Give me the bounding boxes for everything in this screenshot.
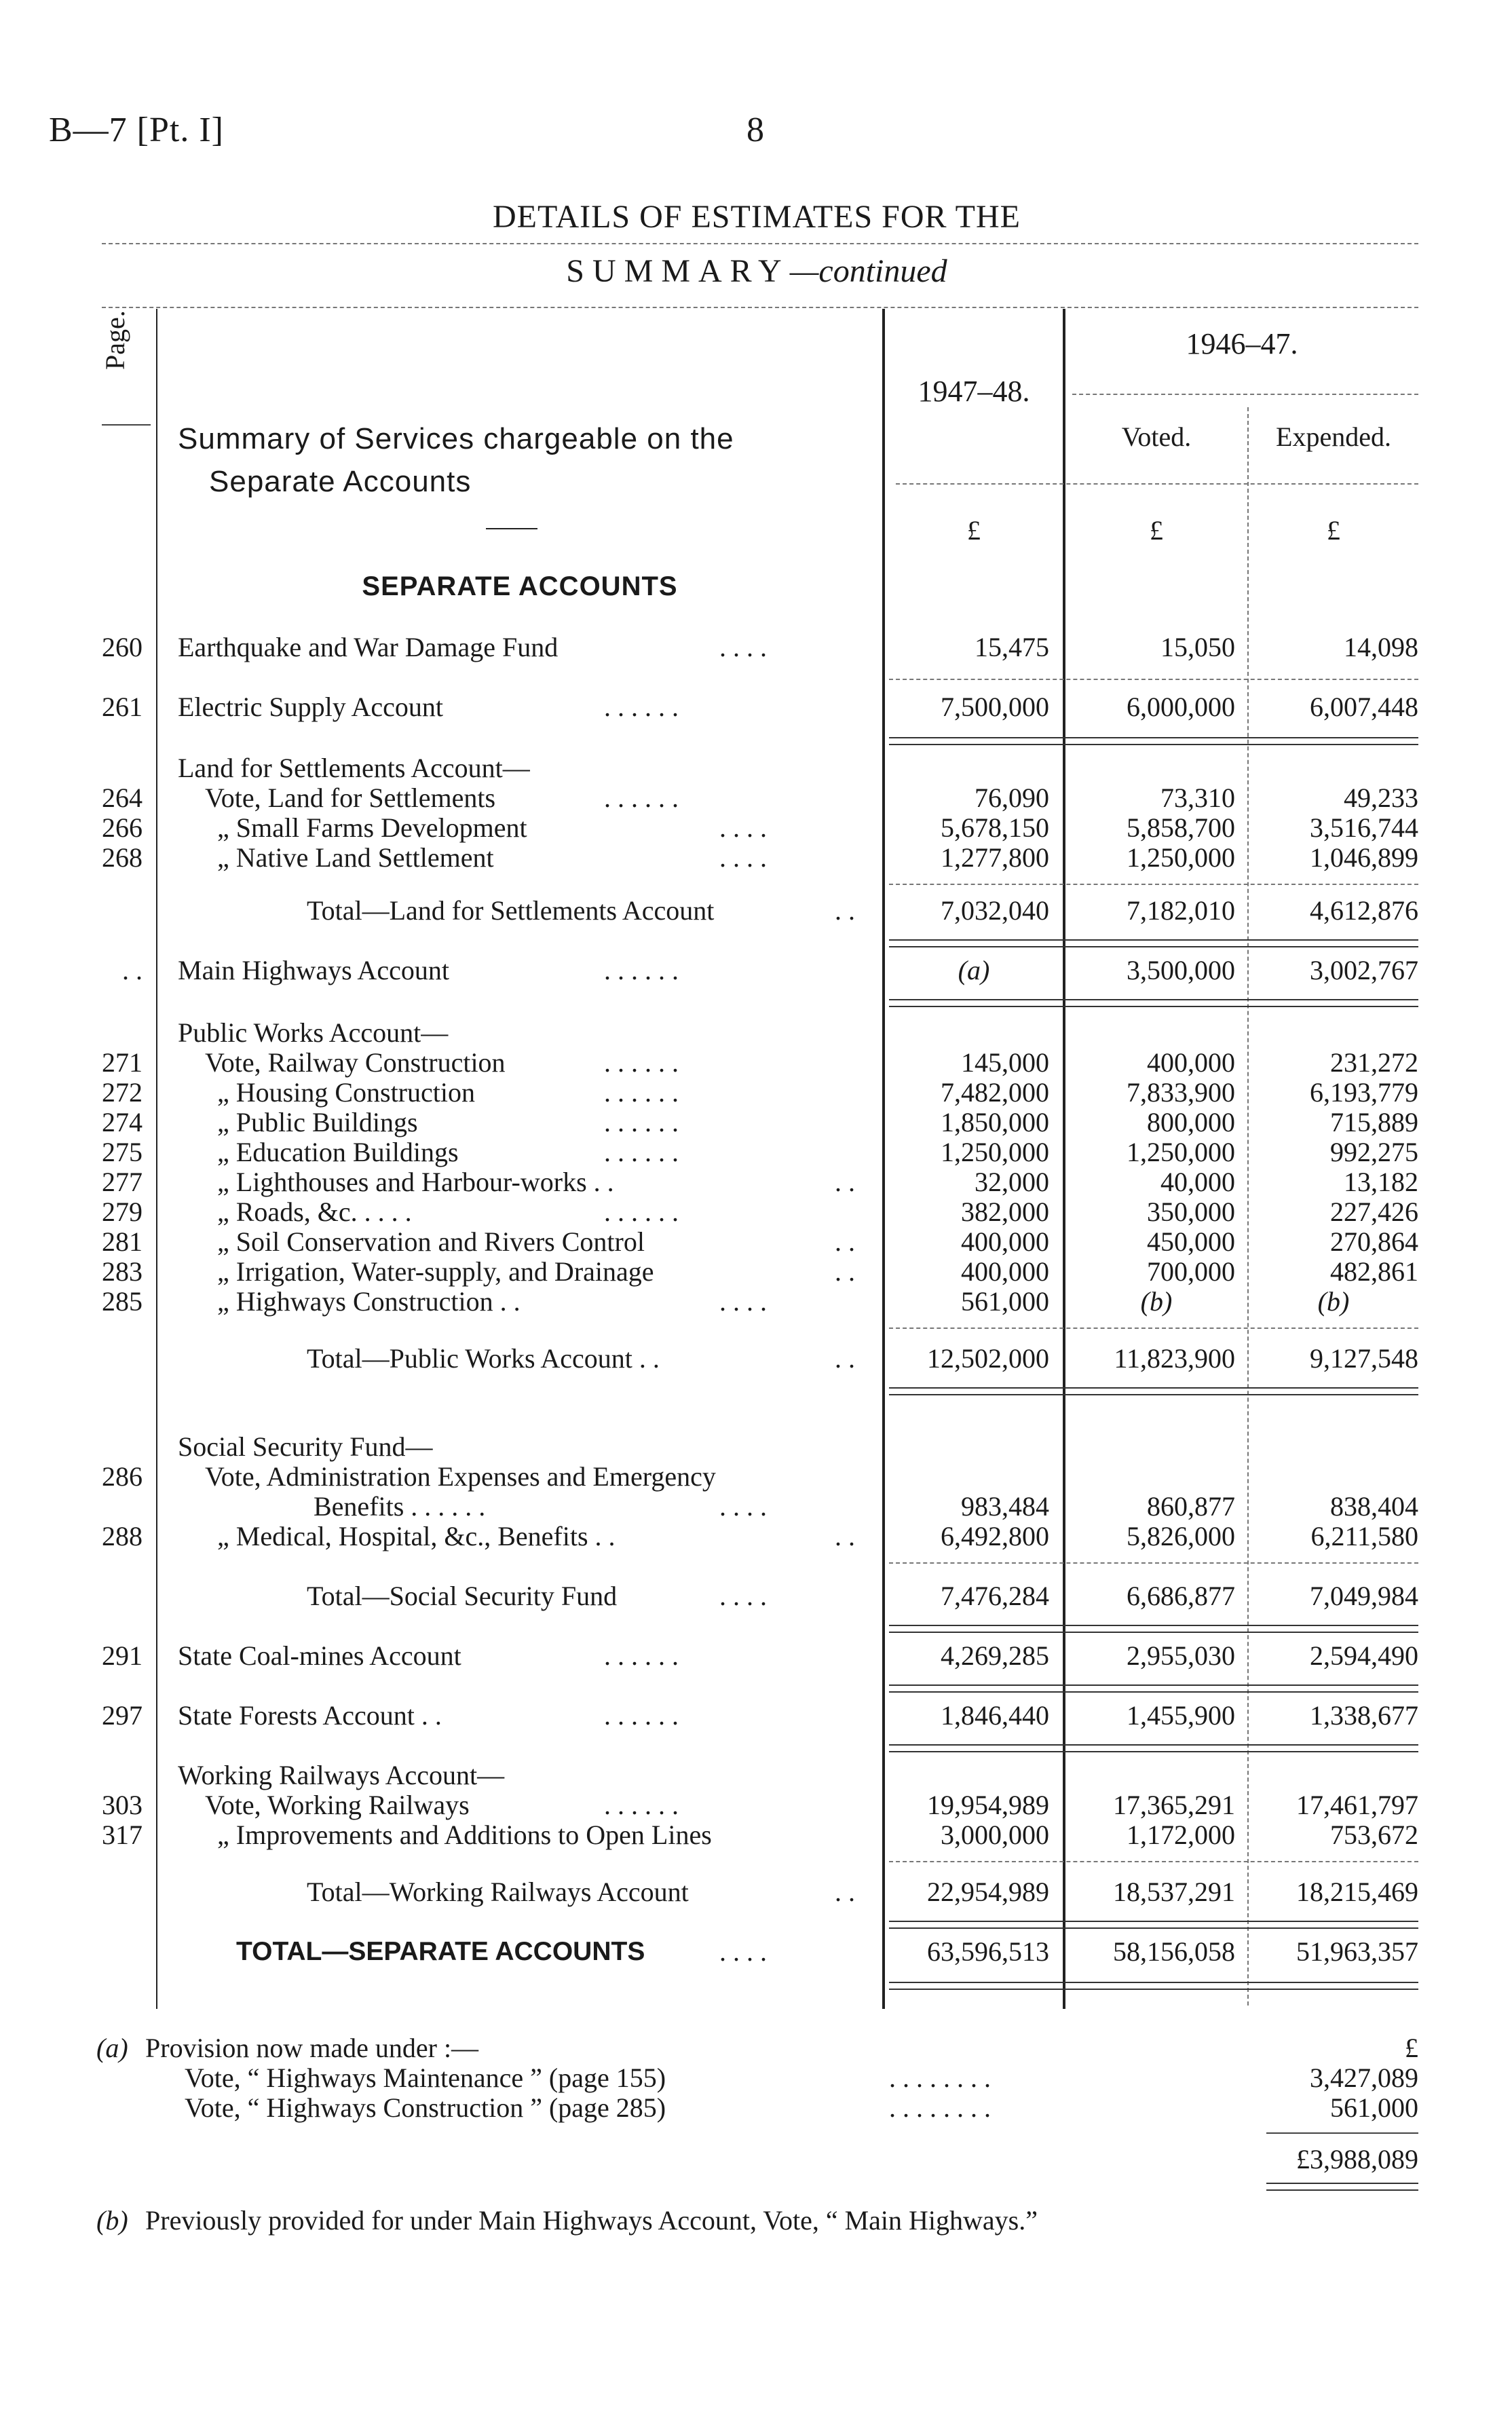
footnote-a-line2-value: 561,000	[1330, 2092, 1418, 2123]
row-value-1947: 400,000	[961, 1256, 1049, 1287]
subtitle	[339, 253, 1174, 289]
total-value-expended: 7,049,984	[1310, 1581, 1418, 1611]
row-description: „ Native Land Settlement	[217, 842, 494, 873]
row-value-expended: 715,889	[1330, 1107, 1418, 1137]
row-description-continued: Benefits . . . . . .	[314, 1491, 486, 1522]
row-value-1947: 7,482,000	[941, 1077, 1049, 1108]
summary-header-line2: Separate Accounts	[209, 465, 472, 498]
footnote-a-line1: Vote, “ Highways Maintenance ” (page 155)	[185, 2063, 666, 2093]
total-value-1947: 7,032,040	[941, 895, 1049, 926]
footnote-a-marker: (a)	[96, 2033, 128, 2063]
row-description: „ Small Farms Development	[217, 812, 527, 843]
group-heading: Social Security Fund—	[178, 1431, 433, 1462]
year-1946-rule	[1072, 394, 1418, 395]
row-value-voted: (b)	[1140, 1286, 1173, 1317]
total-value-voted: 18,537,291	[1113, 1877, 1235, 1907]
row-value-expended: 6,211,580	[1310, 1521, 1418, 1551]
row-leader-dots: . . . .	[719, 842, 767, 873]
section-title: SEPARATE ACCOUNTS	[362, 571, 678, 601]
row-value-expended: 1,046,899	[1310, 842, 1418, 873]
summary-header-line1: Summary of Services chargeable on the	[178, 422, 734, 455]
row-leader-dots: . . . .	[719, 632, 767, 662]
row-page: 317	[102, 1820, 143, 1850]
row-value-voted: 2,955,030	[1127, 1640, 1235, 1671]
row-value-1947: 5,678,150	[941, 812, 1049, 843]
row-leader-dots: . . . . . .	[604, 1197, 679, 1227]
row-description: „ Improvements and Additions to Open Lines	[217, 1820, 712, 1850]
total-value-expended: 4,612,876	[1310, 895, 1418, 926]
row-value-voted: 1,250,000	[1127, 842, 1235, 873]
row-value-voted: 40,000	[1160, 1167, 1235, 1197]
footnote-a-text: Provision now made under :—	[145, 2033, 479, 2063]
total-description: Total—Social Security Fund	[307, 1581, 618, 1611]
row-leader-dots: . . . . . .	[604, 1137, 679, 1167]
expended-header: Expended.	[1276, 421, 1391, 452]
row-page: 286	[102, 1461, 143, 1492]
row-leader-dots: . . . .	[719, 1491, 767, 1522]
row-page: 283	[102, 1256, 143, 1287]
row-value-expended: 6,007,448	[1310, 692, 1418, 722]
row-value-1947: 1,846,440	[941, 1700, 1049, 1731]
footnote-a-currency: £	[1405, 2033, 1418, 2063]
total-double-rule	[889, 1387, 1418, 1395]
row-value-1947: (a)	[958, 955, 990, 985]
title-rule	[102, 243, 1418, 244]
row-value-1947: 6,492,800	[941, 1521, 1049, 1551]
row-value-1947: 19,954,989	[927, 1790, 1049, 1820]
row-leader-dots: . .	[835, 1877, 855, 1907]
total-value-1947: 22,954,989	[927, 1877, 1049, 1907]
row-value-voted: 6,000,000	[1127, 692, 1235, 722]
row-leader-dots: . . . . . .	[604, 783, 679, 813]
row-page: 266	[102, 812, 143, 843]
column-divider-1947	[882, 309, 885, 2009]
row-value-expended: 14,098	[1344, 632, 1418, 662]
row-separator	[889, 679, 1418, 680]
page-header-rule	[102, 424, 151, 426]
row-value-voted: 5,858,700	[1127, 812, 1235, 843]
row-value-voted: 400,000	[1147, 1047, 1235, 1078]
row-value-voted: 1,455,900	[1127, 1700, 1235, 1731]
footnote-a-subtotal-rule	[1266, 2132, 1418, 2134]
total-value-expended: 9,127,548	[1310, 1343, 1418, 1374]
row-value-expended: 49,233	[1344, 783, 1418, 813]
row-description: Vote, Railway Construction	[205, 1047, 506, 1078]
total-double-rule	[889, 1625, 1418, 1633]
row-page: 272	[102, 1077, 143, 1108]
row-separator	[889, 1328, 1418, 1329]
grand-total-description: TOTAL—SEPARATE ACCOUNTS	[236, 1937, 645, 1966]
row-page: 271	[102, 1047, 143, 1078]
row-description: „ Public Buildings	[217, 1107, 418, 1137]
row-description: „ Highways Construction . .	[217, 1286, 521, 1317]
total-double-rule	[889, 939, 1418, 947]
grand-total-expended: 51,963,357	[1296, 1936, 1418, 1967]
row-leader-dots: . . . . . .	[604, 1640, 679, 1671]
row-value-voted: 7,833,900	[1127, 1077, 1235, 1108]
row-page: 288	[102, 1521, 143, 1551]
grand-total-voted: 58,156,058	[1113, 1936, 1235, 1967]
row-description: „ Roads, &c. . . . .	[217, 1197, 412, 1227]
group-heading: Land for Settlements Account—	[178, 753, 530, 783]
total-value-1947: 7,476,284	[941, 1581, 1049, 1611]
total-double-rule	[889, 1921, 1418, 1929]
row-page: 260	[102, 632, 143, 662]
row-value-expended: 753,672	[1330, 1820, 1418, 1850]
row-leader-dots: . .	[835, 1521, 855, 1551]
total-description: Total—Public Works Account . .	[307, 1343, 660, 1374]
total-double-rule	[889, 737, 1418, 745]
row-description: Vote, Administration Expenses and Emergency	[205, 1461, 716, 1492]
subtitle-rule	[102, 307, 1418, 308]
row-description: „ Soil Conservation and Rivers Control	[217, 1226, 645, 1257]
row-leader-dots: . . . .	[719, 812, 767, 843]
row-value-expended: 6,193,779	[1310, 1077, 1418, 1108]
row-description: Electric Supply Account	[178, 692, 444, 722]
row-separator	[889, 884, 1418, 885]
grand-total-1947: 63,596,513	[927, 1936, 1049, 1967]
row-value-expended: 13,182	[1344, 1167, 1418, 1197]
row-value-voted: 3,500,000	[1127, 955, 1235, 985]
row-leader-dots: . .	[835, 1343, 855, 1374]
row-page: 277	[102, 1167, 143, 1197]
currency-voted: £	[1150, 515, 1163, 546]
row-leader-dots: . . . . . .	[604, 1077, 679, 1108]
row-value-1947: 15,475	[975, 632, 1049, 662]
subtitle-continued: —continued	[789, 253, 947, 289]
total-value-voted: 7,182,010	[1127, 895, 1235, 926]
row-value-1947: 1,850,000	[941, 1107, 1049, 1137]
total-description: Total—Working Railways Account	[307, 1877, 689, 1907]
footnote-a-total: £3,988,089	[1296, 2144, 1418, 2174]
row-leader-dots: . . . .	[719, 1936, 767, 1967]
row-leader-dots: . . . . . .	[604, 692, 679, 722]
row-leader-dots: . . . .	[719, 1286, 767, 1317]
footnote-a-total-rule	[1266, 2183, 1418, 2191]
footnote-a-line1-dots: . . . . . . . .	[889, 2063, 991, 2093]
column-header-rule	[896, 483, 1418, 485]
row-value-1947: 76,090	[975, 783, 1049, 813]
currency-1947: £	[967, 515, 981, 546]
row-value-expended: 227,426	[1330, 1197, 1418, 1227]
footnote-b-marker: (b)	[96, 2205, 128, 2236]
row-description: „ Medical, Hospital, &c., Benefits . .	[217, 1521, 616, 1551]
row-page: 264	[102, 783, 143, 813]
row-page: 297	[102, 1700, 143, 1731]
footnote-a-line2-dots: . . . . . . . .	[889, 2092, 991, 2123]
row-leader-dots: . . . . . .	[604, 1790, 679, 1820]
row-value-1947: 400,000	[961, 1226, 1049, 1257]
row-value-expended: 17,461,797	[1296, 1790, 1418, 1820]
page-column-divider	[156, 309, 157, 2009]
row-value-expended: 270,864	[1330, 1226, 1418, 1257]
row-leader-dots: . . . . . .	[604, 1047, 679, 1078]
row-page: 281	[102, 1226, 143, 1257]
total-value-voted: 11,823,900	[1114, 1343, 1235, 1374]
row-value-voted: 860,877	[1147, 1491, 1235, 1522]
total-double-rule	[889, 999, 1418, 1007]
row-description: „ Housing Construction	[217, 1077, 475, 1108]
row-value-expended: 838,404	[1330, 1491, 1418, 1522]
footnote-b-text: Previously provided for under Main Highways Account, Vote, “ Main Highways.”	[145, 2205, 1038, 2236]
row-leader-dots: . .	[835, 1167, 855, 1197]
row-leader-dots: . . . . . .	[604, 1700, 679, 1731]
total-value-expended: 18,215,469	[1296, 1877, 1418, 1907]
row-value-voted: 73,310	[1160, 783, 1235, 813]
group-heading: Public Works Account—	[178, 1017, 449, 1048]
row-value-expended: 482,861	[1330, 1256, 1418, 1287]
footnote-a-line2: Vote, “ Highways Construction ” (page 285)	[185, 2092, 666, 2123]
total-value-voted: 6,686,877	[1127, 1581, 1235, 1611]
subtitle-summary: SUMMARY	[566, 253, 790, 289]
row-page: 291	[102, 1640, 143, 1671]
currency-expended: £	[1327, 515, 1340, 546]
row-description: „ Irrigation, Water-supply, and Drainage	[217, 1256, 654, 1287]
total-description: Total—Land for Settlements Account	[307, 895, 715, 926]
year-1947-header: 1947–48.	[918, 375, 1030, 408]
page-number: 8	[746, 111, 765, 149]
row-value-voted: 1,250,000	[1127, 1137, 1235, 1167]
row-page: 275	[102, 1137, 143, 1167]
row-value-1947: 145,000	[961, 1047, 1049, 1078]
row-value-1947: 7,500,000	[941, 692, 1049, 722]
row-page: 274	[102, 1107, 143, 1137]
row-description: „ Education Buildings	[217, 1137, 459, 1167]
row-leader-dots: . .	[835, 1256, 855, 1287]
row-leader-dots: . .	[835, 1226, 855, 1257]
row-value-expended: 3,516,744	[1310, 812, 1418, 843]
row-value-voted: 800,000	[1147, 1107, 1235, 1137]
row-separator	[889, 1861, 1418, 1862]
row-description: State Forests Account . .	[178, 1700, 442, 1731]
year-1946-header: 1946–47.	[1186, 327, 1298, 360]
row-value-voted: 350,000	[1147, 1197, 1235, 1227]
row-leader-dots: . . . .	[719, 1581, 767, 1611]
row-value-1947: 3,000,000	[941, 1820, 1049, 1850]
document-reference: B—7 [Pt. I]	[49, 111, 224, 149]
row-value-1947: 561,000	[961, 1286, 1049, 1317]
row-value-1947: 1,277,800	[941, 842, 1049, 873]
voted-header: Voted.	[1121, 421, 1192, 452]
row-value-1947: 983,484	[961, 1491, 1049, 1522]
page-column-header: Page.	[100, 310, 130, 370]
row-separator	[889, 1562, 1418, 1564]
row-description: Earthquake and War Damage Fund	[178, 632, 559, 662]
row-description: State Coal-mines Account	[178, 1640, 461, 1671]
row-value-voted: 17,365,291	[1113, 1790, 1235, 1820]
row-value-voted: 15,050	[1160, 632, 1235, 662]
grand-total-double-rule	[889, 1982, 1418, 1990]
summary-header-rule	[486, 528, 537, 529]
row-value-expended: 2,594,490	[1310, 1640, 1418, 1671]
row-value-expended: 992,275	[1330, 1137, 1418, 1167]
total-double-rule	[889, 1684, 1418, 1693]
row-page: 268	[102, 842, 143, 873]
page-title: DETAILS OF ESTIMATES FOR THE	[493, 199, 1021, 235]
row-value-expended: 1,338,677	[1310, 1700, 1418, 1731]
row-value-voted: 5,826,000	[1127, 1521, 1235, 1551]
row-value-expended: (b)	[1317, 1286, 1350, 1317]
row-description: „ Lighthouses and Harbour-works . .	[217, 1167, 614, 1197]
row-page: 261	[102, 692, 143, 722]
row-value-voted: 450,000	[1147, 1226, 1235, 1257]
total-double-rule	[889, 1744, 1418, 1752]
row-description: Main Highways Account	[178, 955, 449, 985]
row-description: Vote, Land for Settlements	[205, 783, 496, 813]
row-description: Vote, Working Railways	[205, 1790, 470, 1820]
row-value-1947: 1,250,000	[941, 1137, 1049, 1167]
row-value-voted: 700,000	[1147, 1256, 1235, 1287]
row-value-1947: 32,000	[975, 1167, 1049, 1197]
group-heading: Working Railways Account—	[178, 1760, 505, 1790]
row-value-expended: 231,272	[1330, 1047, 1418, 1078]
column-divider-1946	[1063, 309, 1065, 2009]
footnote-a-line1-value: 3,427,089	[1310, 2063, 1418, 2093]
row-value-1947: 4,269,285	[941, 1640, 1049, 1671]
row-page: 285	[102, 1286, 143, 1317]
row-page: 279	[102, 1197, 143, 1227]
row-value-expended: 3,002,767	[1310, 955, 1418, 985]
row-page: . .	[122, 955, 143, 985]
row-leader-dots: . .	[835, 895, 855, 926]
row-value-voted: 1,172,000	[1127, 1820, 1235, 1850]
row-page: 303	[102, 1790, 143, 1820]
row-value-1947: 382,000	[961, 1197, 1049, 1227]
total-value-1947: 12,502,000	[927, 1343, 1049, 1374]
column-divider-expended	[1247, 407, 1249, 2006]
row-leader-dots: . . . . . .	[604, 955, 679, 985]
row-leader-dots: . . . . . .	[604, 1107, 679, 1137]
